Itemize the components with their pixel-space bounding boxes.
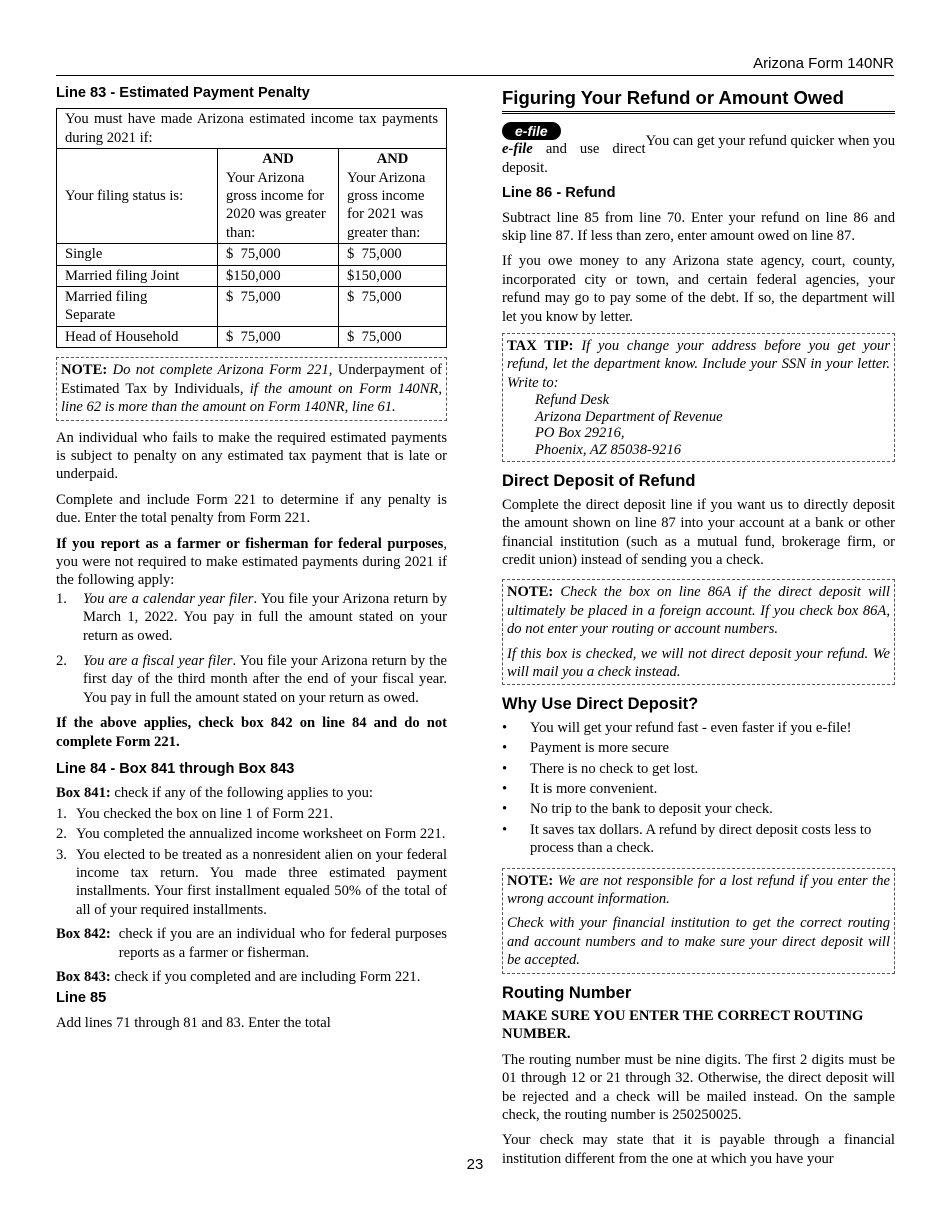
box843-label: Box 843: — [56, 969, 111, 986]
page-number: 23 — [466, 1156, 484, 1173]
line86-paragraph1: Subtract line 85 from line 70. Enter your refund on line 86 and skip line 87. If less than zero, enter amount owed on line 87. — [502, 209, 895, 245]
why-direct-deposit-heading: Why Use Direct Deposit? — [502, 695, 699, 714]
list-item — [56, 590, 447, 645]
penalty-threshold-table — [56, 108, 447, 348]
left-column — [56, 84, 447, 1039]
box843-paragraph — [56, 968, 447, 986]
item-text: You checked the box on line 1 of Form 221. — [76, 805, 334, 822]
line85-text: Add lines 71 through 81 and 83. Enter the total — [56, 1014, 331, 1031]
line83-heading: Line 83 - Estimated Payment Penalty — [56, 85, 310, 101]
routing-paragraph1: The routing number must be nine digits. The first 2 digits must be 01 through 12 or 21 through 32. Otherwise, the direct deposit will be rejected and a check will be mailed instead. On the sample check, the routing number is 250250025. — [502, 1051, 895, 1124]
amount-2021-cell: $ 75,000 — [339, 244, 447, 265]
right-column — [502, 84, 895, 1175]
routing-warning: MAKE SURE YOU ENTER THE CORRECT ROUTING NUMBER. — [502, 1008, 864, 1043]
amount-2020-cell: $150,000 — [218, 265, 339, 286]
efile-italic: e-file — [502, 141, 533, 158]
line86-heading: Line 86 - Refund — [502, 185, 616, 202]
efile-text2: and use direct deposit. — [502, 141, 646, 176]
amount-2020-cell: $ 75,000 — [218, 244, 339, 265]
note-foreign-account — [502, 579, 895, 685]
list-item — [56, 846, 447, 920]
address-line: Arizona Department of Revenue — [535, 408, 723, 425]
amount-2020-cell: $ 75,000 — [218, 287, 339, 327]
note-part1: Do not complete Arizona Form 221, — [112, 362, 333, 379]
list-item — [502, 719, 895, 737]
bullet-icon: • — [502, 821, 508, 838]
note-text: Check the box on line 86A if the direct deposit will ultimately be placed in a foreign account. If you check box 86A, do not enter your routing or account numbers. — [507, 584, 890, 638]
item-number: 2. — [56, 652, 67, 669]
item-text: There is no check to get lost. — [530, 760, 699, 777]
item-text: No trip to the bank to deposit your check. — [530, 801, 773, 818]
item-text: It is more convenient. — [530, 780, 658, 797]
amount-2021-cell: $ 75,000 — [339, 326, 447, 347]
address-line: PO Box 29216, — [535, 425, 625, 442]
benefits-list — [502, 719, 895, 858]
table-row — [57, 244, 447, 265]
note-label: NOTE: — [507, 584, 554, 601]
list-item — [502, 800, 895, 818]
table-row — [57, 265, 447, 286]
list-item — [502, 760, 895, 778]
table-intro: You must have made Arizona estimated income tax payments during 2021 if: — [57, 109, 447, 149]
item-text: Payment is more secure — [530, 740, 670, 757]
col-2021-header — [339, 149, 447, 244]
note-part2: Underpayment of Estimated Tax by Individuals — [61, 362, 443, 397]
page-header — [56, 55, 894, 76]
amount-2021-cell: $150,000 — [339, 265, 447, 286]
routing-number-heading: Routing Number — [502, 983, 632, 1002]
col-2020-text: Your Arizona gross income for 2020 was greater than: — [226, 169, 326, 241]
direct-deposit-text: Complete the direct deposit line if you want us to directly deposit the amount shown on line 87 into your account at a bank or other financial institution (such as a mutual fund, brokerage firm, or credit union) instead of sending you a check. — [502, 496, 895, 568]
note-label: NOTE: — [507, 872, 554, 889]
and-label: AND — [376, 151, 409, 168]
box843-text: check if you completed and are including Form 221. — [110, 969, 421, 986]
item-number: 1. — [56, 805, 67, 822]
filing-status-label: Your filing status is: — [57, 149, 218, 244]
status-cell: Married filing Joint — [57, 265, 218, 286]
form-name: Arizona Form 140NR — [753, 55, 894, 72]
list-item — [56, 805, 447, 823]
address-line: Phoenix, AZ 85038-9216 — [535, 441, 682, 458]
note-label: NOTE: — [61, 362, 108, 379]
bullet-icon: • — [502, 740, 508, 757]
box841-text: check if any of the following applies to you: — [110, 785, 373, 802]
box841-paragraph — [56, 784, 447, 802]
item-number: 3. — [56, 846, 67, 863]
item-number: 2. — [56, 826, 67, 843]
item-text: . You file your Arizona return by March 1, 2022. You pay in full the amount stated on your return as owed. — [83, 590, 447, 644]
list-item — [502, 821, 895, 858]
box842-paragraph — [56, 925, 447, 962]
item-text: It saves tax dollars. A refund by direct deposit costs less to process than a check. — [530, 821, 872, 857]
check-box-842-note: If the above applies, check box 842 on line 84 and do not complete Form 221. — [56, 715, 447, 750]
amount-2021-cell: $ 75,000 — [339, 287, 447, 327]
refund-desk-address — [507, 392, 890, 458]
efile-paragraph — [502, 122, 895, 177]
address-line: Refund Desk — [535, 392, 610, 409]
direct-deposit-heading: Direct Deposit of Refund — [502, 472, 696, 491]
penalty-paragraph: An individual who fails to make the required estimated payments is subject to penalty on any estimated tax payment that is late or underpaid. — [56, 429, 447, 483]
box842-text: check if you are an individual who for federal purposes reports as a farmer or fisherman. — [118, 926, 447, 961]
status-cell: Married filing Separate — [57, 287, 218, 327]
item-text: You completed the annualized income worksheet on Form 221. — [76, 826, 446, 843]
note-account-info — [502, 868, 895, 974]
item-italic: You are a fiscal year filer — [83, 652, 233, 669]
line84-heading: Line 84 - Box 841 through Box 843 — [56, 761, 295, 777]
form221-paragraph: Complete and include Form 221 to determine if any penalty is due. Enter the total penalty from Form 221. — [56, 491, 447, 527]
bullet-icon: • — [502, 801, 508, 818]
efile-text1: You can get your refund quicker when you — [645, 133, 895, 149]
list-item — [502, 739, 895, 757]
line85-heading: Line 85 — [56, 990, 107, 1007]
list-item — [502, 780, 895, 798]
and-label: AND — [262, 151, 294, 168]
bullet-icon: • — [502, 719, 508, 736]
list-item — [56, 825, 447, 843]
refund-section-title: Figuring Your Refund or Amount Owed — [502, 86, 895, 114]
amount-2020-cell: $ 75,000 — [218, 326, 339, 347]
note-form-221 — [56, 357, 447, 420]
note-text2: Check with your financial institution to get the correct routing and account numbers and to make sure your direct deposit will be accepted. — [507, 915, 890, 969]
col-2021-text: Your Arizona gross income for 2021 was greater than: — [347, 169, 426, 241]
table-row — [57, 326, 447, 347]
list-item — [56, 652, 447, 707]
box841-label: Box 841: — [56, 785, 111, 802]
note-part3: , if the amount on Form 140NR, line 62 is more than the amount on Form 140NR, line 61. — [61, 380, 442, 416]
item-text: You elected to be treated as a nonresident alien on your federal income tax return. You made three estimated payment installments. Your first installment equaled 50% of the total of all of your required installments. — [76, 846, 447, 918]
status-cell: Head of Household — [57, 326, 218, 347]
farmer-bold: If you report as a farmer or fisherman for federal purposes — [56, 535, 444, 552]
tax-tip-box — [502, 333, 895, 462]
note-text: We are not responsible for a lost refund if you enter the wrong account information. — [507, 872, 891, 907]
item-number: 1. — [56, 590, 67, 607]
tax-tip-text: If you change your address before you get your refund, let the department know. Include your SSN in your letter. Write to: — [507, 338, 890, 391]
tax-tip-label: TAX TIP: — [507, 338, 574, 355]
line86-paragraph2: If you owe money to any Arizona state agency, court, county, incorporated city or town, and certain federal agencies, your refund may go to pay some of the debt. If so, the department will let you know by letter. — [502, 253, 895, 325]
bullet-icon: • — [502, 780, 508, 797]
col-2020-header — [218, 149, 339, 244]
farmer-rest: , you were not required to make estimated payments during 2021 if the following apply: — [56, 535, 447, 589]
efile-logo: e-file — [502, 122, 561, 140]
item-italic: You are a calendar year filer — [83, 590, 254, 607]
status-cell: Single — [57, 244, 218, 265]
routing-paragraph2: Your check may state that it is payable through a financial institution different from the one at which you have your — [502, 1132, 895, 1167]
item-text: . You file your Arizona return by the first day of the third month after the end of your fiscal year. You pay in full the amount stated on your return as owed. — [83, 652, 447, 706]
box842-label: Box 842: — [56, 926, 111, 943]
farmer-paragraph — [56, 535, 447, 590]
bullet-icon: • — [502, 760, 508, 777]
item-text: You will get your refund fast - even faster if you e-file! — [530, 719, 852, 736]
table-row — [57, 287, 447, 327]
note-text2: If this box is checked, we will not direct deposit your refund. We will mail you a check instead. — [507, 645, 890, 680]
